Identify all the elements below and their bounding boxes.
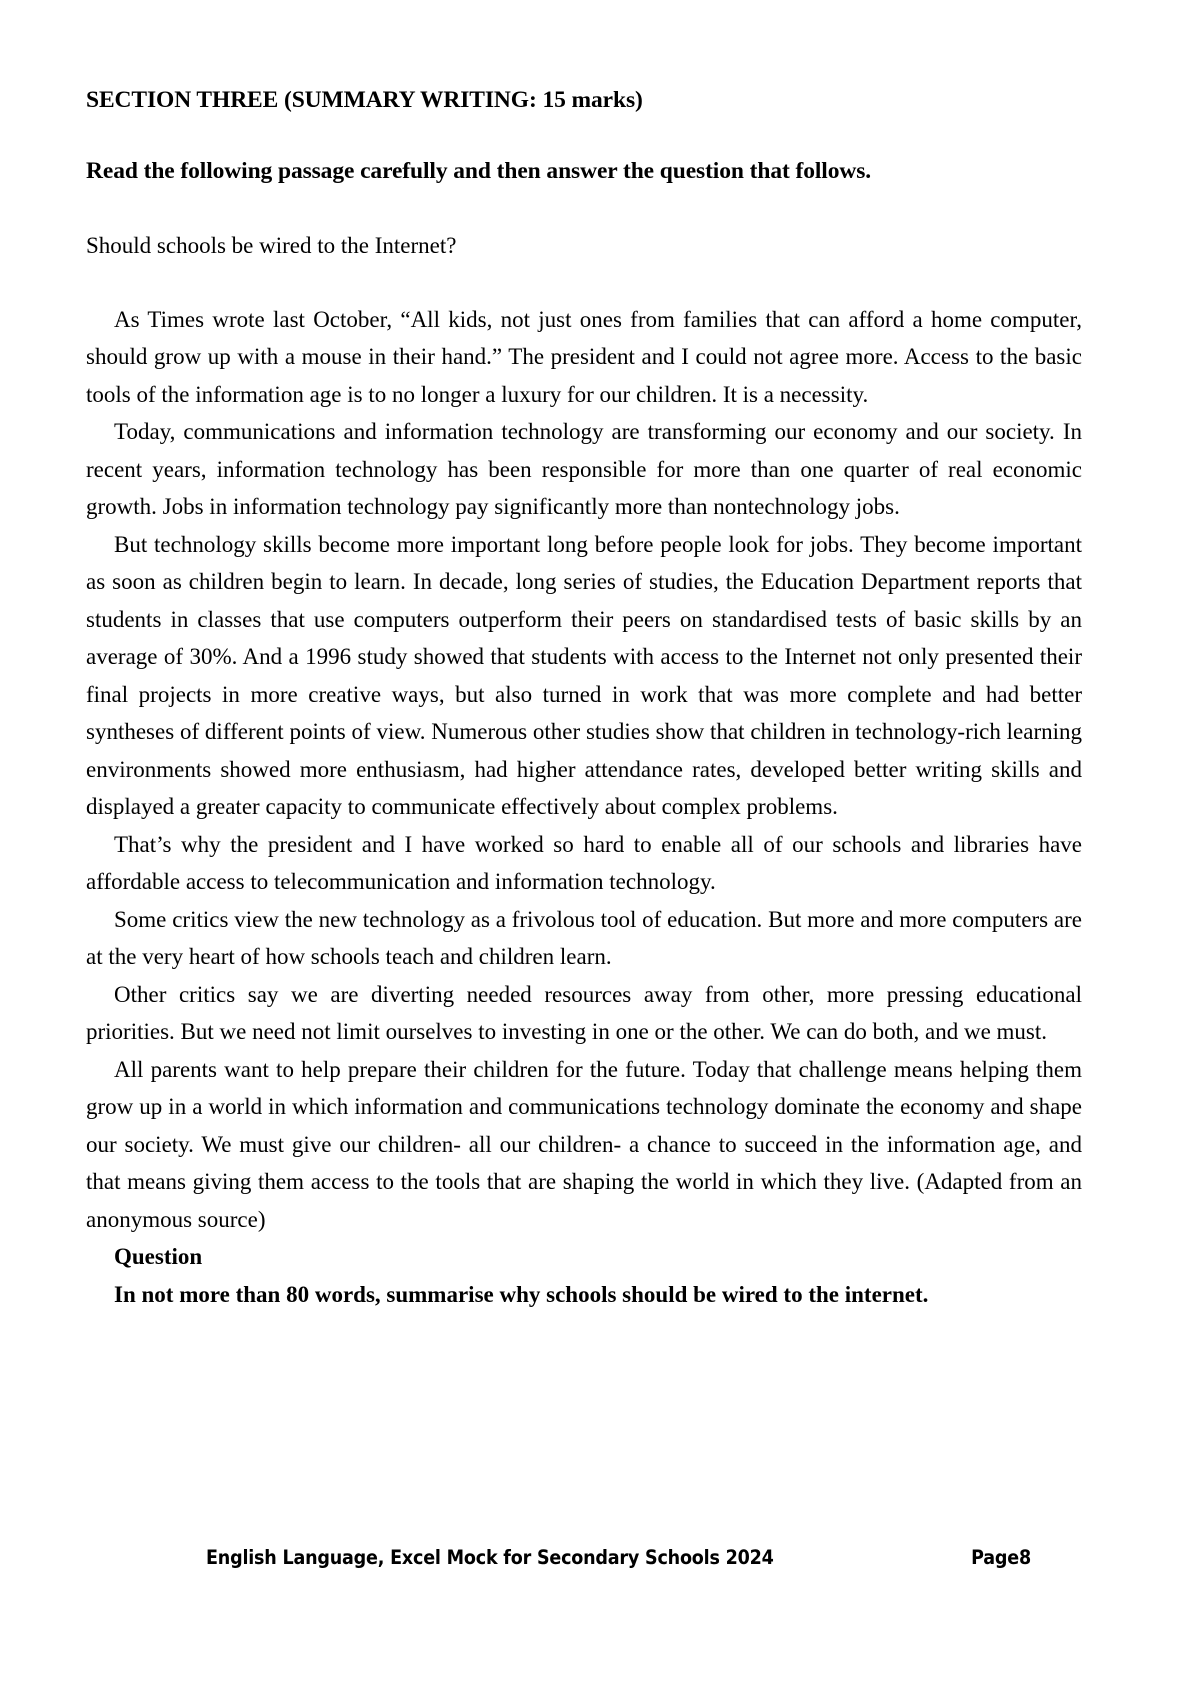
reading-instruction: Read the following passage carefully and then answer the question that follows. [86, 158, 872, 185]
footer-page-number: Page8 [971, 1546, 1031, 1569]
passage-paragraph-1: As Times wrote last October, “All kids, not just ones from families that can afford a home computer, should grow up with a mouse in their hand.” The president and I could not agree more. Access to the basic tools of the information age is to no longer a luxury for our children. It is a necessity. [86, 306, 1082, 407]
page-footer [86, 1546, 1105, 1569]
question-text: In not more than 80 words, summarise why schools should be wired to the internet. [114, 1281, 929, 1307]
passage-paragraph-2: Today, communications and information technology are transforming our economy and our society. In recent years, information technology has been responsible for more than one quarter of real economic growth. Jobs in information technology pay significantly more than nontechnology jobs. [86, 419, 1082, 520]
passage-paragraph-5: Some critics view the new technology as a frivolous tool of education. But more and more computers are at the very heart of how schools teach and children learn. [86, 906, 1082, 970]
passage-paragraph-6: Other critics say we are diverting needed resources away from other, more pressing educational priorities. But we need not limit ourselves to investing in one or the other. We can do both, and we must. [86, 981, 1082, 1045]
page-content [86, 86, 1082, 1313]
lead-question: Should schools be wired to the Internet? [86, 232, 457, 258]
question-label: Question [114, 1244, 203, 1270]
footer-exam-title: English Language, Excel Mock for Secondary Schools 2024 [206, 1546, 774, 1569]
passage-paragraph-7: All parents want to help prepare their children for the future. Today that challenge means helping them grow up in a world in which information and communications technology dominate the economy and shape our society. We must give our children- all our children- a chance to succeed in the information age, and that means giving them access to the tools that are shaping the world in which they live. (Adapted from an anonymous source) [86, 1056, 1082, 1232]
passage-paragraph-4: That’s why the president and I have worked so hard to enable all of our schools and libraries have affordable access to telecommunication and information technology. [86, 831, 1082, 895]
passage-paragraph-3: But technology skills become more important long before people look for jobs. They become important as soon as children begin to learn. In decade, long series of studies, the Education Department reports that students in classes that use computers outperform their peers on standardised tests of basic skills by an average of 30%. And a 1996 study showed that students with access to the Internet not only presented their final projects in more creative ways, but also turned in work that was more complete and had better syntheses of different points of view. Numerous other studies show that children in technology-rich learning environments showed more enthusiasm, had higher attendance rates, developed better writing skills and displayed a greater capacity to communicate effectively about complex problems. [86, 531, 1082, 820]
section-heading: SECTION THREE (SUMMARY WRITING: 15 marks) [86, 87, 643, 113]
